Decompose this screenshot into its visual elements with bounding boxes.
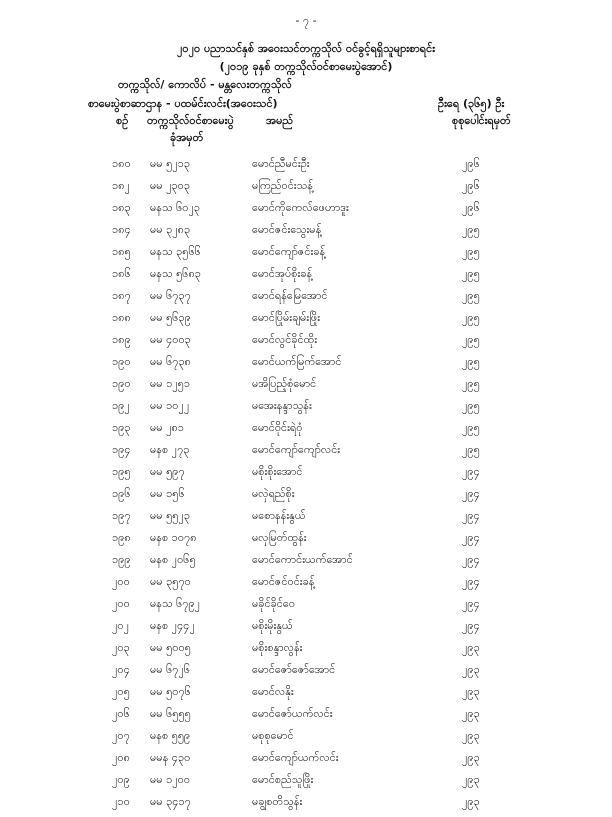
row-number: ၂၀၉ xyxy=(112,773,130,786)
table-row xyxy=(0,795,612,817)
row-number: ၁၈၆ xyxy=(112,267,131,280)
row-number: ၁၉၇ xyxy=(112,509,131,522)
document-title: ၂၀၂၀ ပညာသင်နှစ် အဝေးသင်တက္ကသိုလ် ဝင်ခွင့်ရရှိသူများစာရင်း xyxy=(176,42,435,55)
roll-number: မမ ၅၀၀၅ xyxy=(150,641,191,654)
student-name: မစိုးစိုးအောင် xyxy=(252,465,303,478)
table-row xyxy=(0,685,612,707)
student-name: မလှဲရည်စိုး xyxy=(252,487,295,500)
page-number: - ၇ - xyxy=(295,14,317,27)
table-row xyxy=(0,443,612,465)
total-mark: ၂၉၅ xyxy=(462,289,480,302)
student-name: မောင်ဇင်းသွေးမန့် xyxy=(252,223,322,236)
row-number: ၁၈၉ xyxy=(112,333,131,346)
total-mark: ၂၉၅ xyxy=(462,223,480,236)
student-name: မောင်ကောင်းယက်အောင် xyxy=(252,553,353,566)
student-name: မချွစတိသွန်း xyxy=(252,795,303,808)
column-header-mark: စုစုပေါင်းရမှတ် xyxy=(452,114,511,127)
table-row xyxy=(0,355,612,377)
table-row xyxy=(0,223,612,245)
total-mark: ၂၉၄ xyxy=(462,619,480,632)
row-number: ၁၉၀ xyxy=(112,355,131,368)
table-row xyxy=(0,553,612,575)
student-name: မောင်ပြိုမ်းချမ်းဖြိုး xyxy=(252,311,321,324)
row-number: ၁၉၈ xyxy=(112,531,131,544)
row-number: ၂၀၇ xyxy=(112,729,130,742)
roll-number: မနစ ၂၇၃ xyxy=(150,443,190,456)
student-name: မောင်ကိုကေလ်ဖေဟာဒူး xyxy=(252,201,349,214)
row-number: ၂၀၅ xyxy=(112,685,130,698)
table-row xyxy=(0,729,612,751)
table-row xyxy=(0,663,612,685)
column-header-no: စဉ် xyxy=(116,114,129,127)
student-name: မောင်အုပ်စိုးခန့် xyxy=(252,267,313,280)
total-mark: ၂၉၆ xyxy=(462,157,480,170)
row-number: ၁၉၅ xyxy=(112,465,131,478)
total-mark: ၂၉၄ xyxy=(462,465,480,478)
table-row xyxy=(0,641,612,663)
roll-number: မနသ ၆၇၉၂ xyxy=(150,597,201,610)
table-row xyxy=(0,245,612,267)
student-name: မအိပြည့်စုံမောင် xyxy=(252,377,317,390)
total-mark: ၂၉၅ xyxy=(462,355,480,368)
student-name: မောင်ကျော်ဇင်းခန့် xyxy=(252,245,326,258)
row-number: ၁၈၀ xyxy=(112,157,131,170)
roll-number: မနသ ၃၅၆၆ xyxy=(150,245,201,258)
student-name: မစိုးမိုးနွယ် xyxy=(252,619,293,632)
roll-number: မမ ၃၅၇၀ xyxy=(150,575,191,588)
row-number: ၁၉၆ xyxy=(112,487,131,500)
table-row xyxy=(0,465,612,487)
student-name: မောင်ဇင်ဝင်းခန့် xyxy=(252,575,315,588)
roll-number: မနစ ၂၄၄၂ xyxy=(150,619,195,632)
roll-number: မမ ၅၉၇ xyxy=(150,465,185,478)
total-mark: ၂၉၅ xyxy=(462,443,480,456)
column-header-name: အမည် xyxy=(266,114,294,127)
roll-number: မမ ၃၄၁၇ xyxy=(150,795,191,808)
table-row xyxy=(0,597,612,619)
row-number: ၂၀၀ xyxy=(112,575,130,588)
total-mark: ၂၉၄ xyxy=(462,509,480,522)
roll-number: မမ ၁၂၅၁ xyxy=(150,377,191,390)
student-name: မစုစုမောင် xyxy=(252,729,294,742)
table-row xyxy=(0,619,612,641)
roll-number: မမ ၆၇၃၇ xyxy=(150,289,191,302)
total-mark: ၂၉၅ xyxy=(462,311,480,324)
row-number: ၁၈၄ xyxy=(112,223,131,236)
roll-number: မမ ၃၂၈၃ xyxy=(150,223,191,236)
total-mark: ၂၉၃ xyxy=(462,641,480,654)
table-row xyxy=(0,267,612,289)
row-number: ၁၈၈ xyxy=(112,311,131,324)
row-number: ၂၁၀ xyxy=(112,795,130,808)
roll-number: မမန ၄၃၀ xyxy=(150,751,191,764)
total-mark: ၂၉၅ xyxy=(462,377,480,390)
exam-centre-label: စာမေးပွဲစာဆာဌာန - ပထမ်င်းလင်း(အဝေးသင်) xyxy=(88,97,278,110)
column-header-roll: တက္ကသိုလ်ဝင်စာမေးပွဲ xyxy=(147,114,234,127)
row-number: ၂၀၃ xyxy=(112,641,130,654)
row-number: ၂၀၂ xyxy=(112,619,129,632)
student-name: မောင်ညီမင်းဦး xyxy=(252,157,310,170)
results-list xyxy=(0,157,612,817)
roll-number: မမ ၅၆၃၉ xyxy=(150,311,191,324)
row-number: ၁၈၃ xyxy=(112,201,131,214)
row-number: ၁၈၅ xyxy=(112,245,131,258)
total-count-label: ဦးရေ (၃၆၅) ဦး xyxy=(438,97,505,110)
student-name: မောင်ဇော်ယက်လင်း xyxy=(252,707,333,720)
student-name: မောင်ကျော်ကျော်လင်း xyxy=(252,443,341,456)
table-row xyxy=(0,707,612,729)
row-number: ၂၀၆ xyxy=(112,707,130,720)
row-number: ၂၀၀ xyxy=(112,597,130,610)
roll-number: မနသ ၆၀၂၃ xyxy=(150,201,201,214)
table-row xyxy=(0,289,612,311)
roll-number: မမ ၂၈၁ xyxy=(150,421,184,434)
document-subtitle: (၂၀၁၉ ခုနှစ် တက္ကသိုလ်ဝင်စာမေးပွဲအောင်) xyxy=(219,60,393,73)
column-header-roll-sub: ခုံအမှတ် xyxy=(170,131,204,144)
table-row xyxy=(0,377,612,399)
student-name: မစိုးစန္ဒာလွန်း xyxy=(252,641,303,654)
student-name: မခိုင်ခိုင်ဝေ xyxy=(252,597,296,610)
row-number: ၁၉၉ xyxy=(112,553,131,566)
total-mark: ၂၉၅ xyxy=(462,245,480,258)
row-number: ၁၉၀ xyxy=(112,377,131,390)
roll-number: မမ ၆၇၂၆ xyxy=(150,663,191,676)
roll-number: မနစ ၂၀၆၅ xyxy=(150,553,196,566)
total-mark: ၂၉၃ xyxy=(462,773,480,786)
roll-number: မမ ၁၀၂၂ xyxy=(150,399,190,412)
student-name: မအေးနန္ဒာသွန်း xyxy=(252,399,312,412)
roll-number: မမ ၄၀၀၃ xyxy=(150,333,191,346)
roll-number: မမ ၁၂၀၀ xyxy=(150,773,191,786)
table-row xyxy=(0,487,612,509)
roll-number: မမ ၆၇၃၈ xyxy=(150,355,191,368)
table-row xyxy=(0,201,612,223)
roll-number: မနစ ၅၅၉ xyxy=(150,729,191,742)
roll-number: မမ ၅၂၁၃ xyxy=(150,157,191,170)
table-row xyxy=(0,399,612,421)
student-name: မောင်ရန်မြေအောင် xyxy=(252,289,328,302)
roll-number: မမ ၆၅၅၅ xyxy=(150,707,191,720)
university-label: တက္ကသိုလ်/ ကောလိပ် - မန္တလေးတက္ကသိုလ် xyxy=(118,78,292,91)
row-number: ၁၈၇ xyxy=(112,289,131,302)
total-mark: ၂၉၃ xyxy=(462,707,480,720)
table-row xyxy=(0,311,612,333)
roll-number: မနစ ၁၀၇၈ xyxy=(150,531,197,544)
total-mark: ၂၉၄ xyxy=(462,575,480,588)
roll-number: မမ ၁၅၆ xyxy=(150,487,185,500)
total-mark: ၂၉၅ xyxy=(462,399,480,412)
total-mark: ၂၉၄ xyxy=(462,487,480,500)
student-name: မောင်စည်သူဖြိုး xyxy=(252,773,314,786)
student-name: မောင်ဇော်ဇော်အောင် xyxy=(252,663,336,676)
student-name: မောင်လနိုး xyxy=(252,685,294,698)
roll-number: မမ ၅၀၇၆ xyxy=(150,685,191,698)
row-number: ၂၀၈ xyxy=(112,751,130,764)
total-mark: ၂၉၆ xyxy=(462,201,480,214)
row-number: ၁၉၄ xyxy=(112,443,131,456)
student-name: မစောနန်းနွယ် xyxy=(252,509,306,522)
student-name: မောင်ဝိုင်းရဲဝုံ xyxy=(252,421,303,434)
total-mark: ၂၉၄ xyxy=(462,531,480,544)
row-number: ၁၉၂ xyxy=(112,399,130,412)
roll-number: မနသ ၅၆၈၃ xyxy=(150,267,201,280)
roll-number: မမ ၂၃၀၃ xyxy=(150,179,191,192)
total-mark: ၂၉၅ xyxy=(462,267,480,280)
total-mark: ၂၉၃ xyxy=(462,751,480,764)
table-row xyxy=(0,751,612,773)
roll-number: မမ ၅၅၂၃ xyxy=(150,509,191,522)
total-mark: ၂၉၄ xyxy=(462,553,480,566)
total-mark: ၂၉၄ xyxy=(462,597,480,610)
student-name: မကြည်ဝင်းသန့် xyxy=(252,179,313,192)
table-row xyxy=(0,531,612,553)
student-name: မောင်ကျော်ယက်လင်း xyxy=(252,751,339,764)
table-row xyxy=(0,421,612,443)
table-row xyxy=(0,157,612,179)
student-name: မောင်လွင်ခိုင်ထိုး xyxy=(252,333,318,346)
student-name: မလှမြတ်ထွန်း xyxy=(252,531,307,544)
total-mark: ၂၉၅ xyxy=(462,421,480,434)
total-mark: ၂၉၃ xyxy=(462,685,480,698)
table-row xyxy=(0,509,612,531)
student-name: မောင်ယက်မြက်အောင် xyxy=(252,355,342,368)
row-number: ၁၈၂ xyxy=(112,179,130,192)
table-row xyxy=(0,179,612,201)
total-mark: ၂၉၃ xyxy=(462,729,480,742)
table-row xyxy=(0,333,612,355)
row-number: ၁၉၃ xyxy=(112,421,131,434)
total-mark: ၂၉၃ xyxy=(462,795,480,808)
total-mark: ၂၉၆ xyxy=(462,179,480,192)
total-mark: ၂၉၃ xyxy=(462,663,480,676)
row-number: ၂၀၄ xyxy=(112,663,130,676)
table-row xyxy=(0,575,612,597)
total-mark: ၂၉၅ xyxy=(462,333,480,346)
